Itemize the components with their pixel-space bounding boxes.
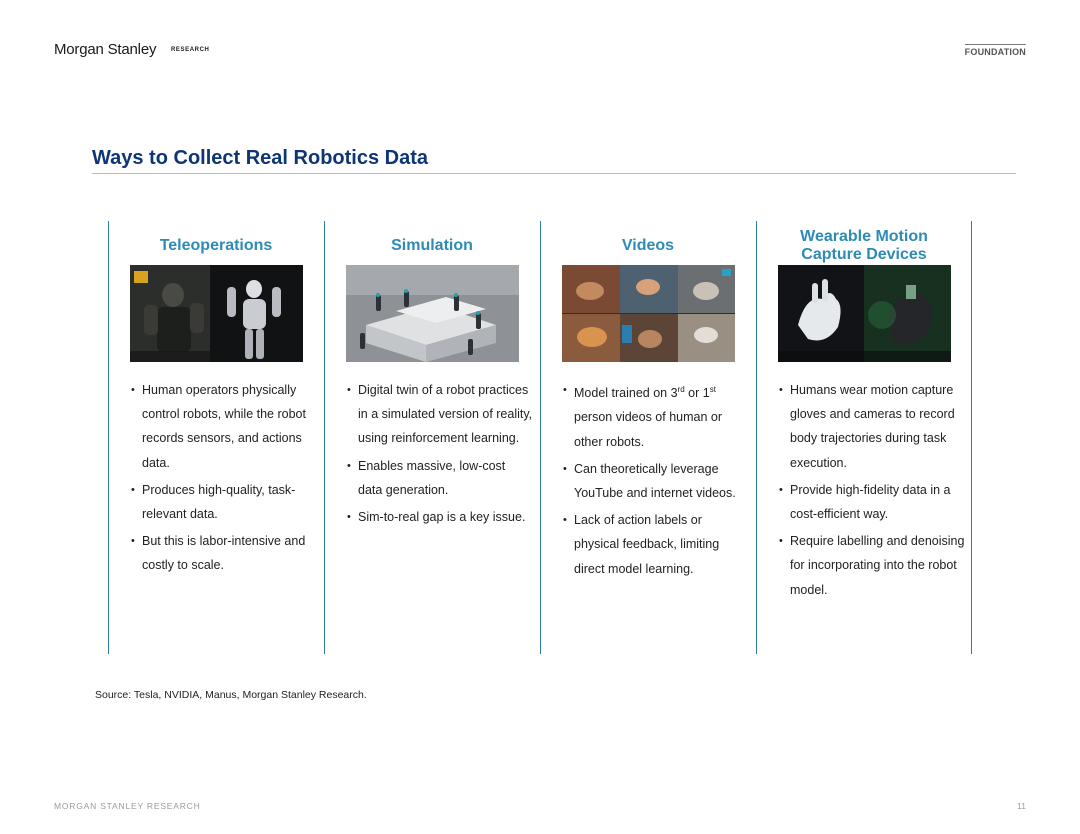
list-item: • Enables massive, low-cost data generation. <box>347 454 533 502</box>
column-simulation <box>324 221 539 654</box>
column-videos <box>540 221 755 654</box>
list-item: • Digital twin of a robot practices in a simulated version of reality, using reinforcement learning. <box>347 378 533 451</box>
simulation-render <box>346 265 519 362</box>
bullet-list <box>563 378 749 584</box>
bullet-list <box>779 378 965 605</box>
list-item: • Provide high-fidelity data in a cost-efficient way. <box>779 478 965 526</box>
list-item: • But this is labor-intensive and costly to scale. <box>131 529 317 577</box>
column-title: Wearable Motion Capture Devices <box>800 228 928 263</box>
bullet-list <box>131 378 317 581</box>
source-note: Source: Tesla, NVIDIA, Manus, Morgan Stanley Research. <box>95 689 367 701</box>
column-teleoperations <box>108 221 323 654</box>
series-label: FOUNDATION <box>965 44 1026 57</box>
list-item: • Model trained on 3rd or 1st person videos of human or other robots. <box>563 378 749 454</box>
list-item: • Humans wear motion capture gloves and cameras to record body trajectories during task execution. <box>779 378 965 475</box>
list-item: • Sim-to-real gap is a key issue. <box>347 505 533 529</box>
list-item: • Can theoretically leverage YouTube and internet videos. <box>563 457 749 505</box>
footer-label: MORGAN STANLEY RESEARCH <box>54 801 201 811</box>
column-wearable-motion-capture <box>756 221 972 654</box>
list-item: • Human operators physically control robots, while the robot records sensors, and actions data. <box>131 378 317 475</box>
video-collage <box>562 265 735 362</box>
list-item: • Lack of action labels or physical feedback, limiting direct model learning. <box>563 508 749 581</box>
motion-capture-glove-photo <box>778 265 951 362</box>
list-item: • Require labelling and denoising for incorporating into the robot model. <box>779 529 965 602</box>
column-title: Teleoperations <box>159 237 273 254</box>
column-title: Videos <box>621 237 675 254</box>
brand-logo: Morgan Stanley <box>54 41 157 58</box>
page-title: Ways to Collect Real Robotics Data <box>92 147 428 169</box>
list-item: • Produces high-quality, task-relevant data. <box>131 478 317 526</box>
bullet-list <box>347 378 533 532</box>
brand-sub: RESEARCH <box>171 47 210 53</box>
title-rule <box>92 173 1016 174</box>
page-number: 11 <box>1017 801 1026 811</box>
teleoperation-photo <box>130 265 303 362</box>
column-title: Simulation <box>391 237 473 254</box>
